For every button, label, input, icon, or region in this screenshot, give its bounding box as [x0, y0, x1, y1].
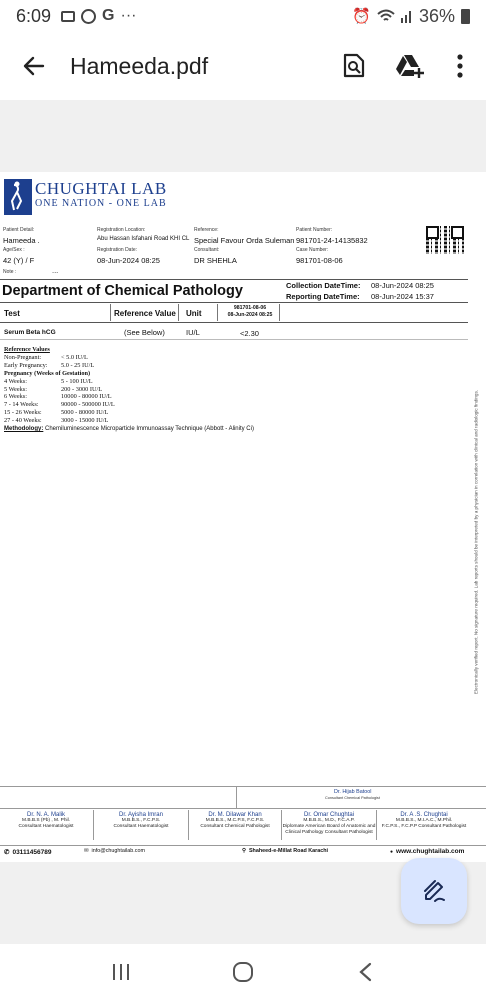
- status-time: 6:09: [16, 5, 52, 26]
- ref-row: 27 - 40 Weeks: 3000 - 15000 IU/L: [4, 417, 109, 425]
- alarm-icon: ⏰: [352, 8, 371, 25]
- pdf-page: [0, 172, 486, 862]
- search-in-document-button[interactable]: [332, 44, 376, 88]
- battery-icon: [461, 9, 470, 24]
- lab-name: CHUGHTAI LAB: [35, 179, 167, 198]
- more-notifications-icon: ···: [120, 7, 137, 24]
- patient-number-label: Patient Number:: [296, 227, 333, 233]
- pregnancy-title: Pregnancy (Weeks of Gestation): [4, 369, 91, 377]
- whatsapp-icon: [81, 9, 96, 24]
- result-reference: (See Below): [124, 328, 165, 337]
- chughtai-logo: [4, 179, 167, 215]
- annotate-fab-button[interactable]: [401, 858, 467, 924]
- app-bar: [0, 32, 486, 100]
- consultant-label: Consultant:: [194, 247, 220, 253]
- qr-code: [426, 226, 464, 254]
- ref-row: 4 Weeks: 5 - 100 IU/L: [4, 377, 93, 385]
- ref-row: 7 - 14 Weeks: 90000 - 500000 IU/L: [4, 401, 115, 409]
- reporting-datetime-label: Reporting DateTime:: [286, 292, 360, 301]
- signatory-title: Consultant Chemical Pathologist: [325, 796, 380, 800]
- col-case-id: 981701-08-06: [233, 305, 267, 311]
- methodology: Methodology: Chemiluminescence Microparticle Immunoassay Technique (Abbott - Alinity Ci): [4, 426, 254, 433]
- registration-date: 08-Jun-2024 08:25: [97, 256, 160, 265]
- battery-percent: 36%: [418, 5, 455, 26]
- col-unit: Unit: [186, 309, 202, 318]
- reference-value: Special Favour Orda Suleman: [194, 236, 295, 245]
- consultant-value: DR SHEHLA: [194, 256, 237, 265]
- lab-tagline: ONE NATION - ONE LAB: [35, 198, 167, 209]
- home-button[interactable]: [223, 952, 263, 992]
- col-reference-value: Reference Value: [114, 309, 176, 318]
- registration-location-label: Registration Location:: [97, 227, 146, 233]
- reference-label: Reference:: [194, 227, 219, 233]
- system-back-button[interactable]: [345, 952, 385, 992]
- contact-phone: ✆ 03111456789: [4, 848, 52, 856]
- case-number-label: Case Number:: [296, 247, 329, 253]
- ref-row: 15 - 26 Weeks: 5000 - 80000 IU/L: [4, 409, 109, 417]
- phone-icon: ✆: [4, 849, 10, 856]
- home-icon: [232, 961, 254, 983]
- screen-icon: [61, 11, 75, 22]
- verification-note: Electronically verified report. No signature required. Lab reports should be interpreted by a physician in correlation with clinical and radiologic findings.: [473, 389, 479, 695]
- doctor-card: Dr. N. A. Malik M.B.B.S (Pb) , M. Phil. Consultant Haematologist: [18, 812, 74, 829]
- reporting-datetime: 08-Jun-2024 15:37: [371, 292, 434, 301]
- registration-location: Abu Hassan Isfahani Road KHI CL: [97, 236, 190, 242]
- ref-row: Non-Pregnant: < 5.0 IU/L: [4, 353, 88, 361]
- doctor-card: Dr. A .S. Chughtai M.B.B.S., M.I.A.C., M.Phil. F.C.P.S., F.C.P.P Consultant Pathologist: [381, 812, 467, 829]
- signatory-name: Dr. Hijab Batool: [334, 789, 372, 795]
- more-options-button[interactable]: [438, 44, 482, 88]
- document-title: Hameeda.pdf: [70, 52, 209, 79]
- globe-icon: ●: [390, 848, 394, 855]
- back-button[interactable]: [8, 40, 60, 92]
- result-unit: IU/L: [186, 328, 200, 337]
- mail-icon: ✉: [84, 848, 89, 854]
- collection-datetime: 08-Jun-2024 08:25: [371, 281, 434, 290]
- chevron-left-icon: [358, 962, 372, 982]
- department-title: Department of Chemical Pathology: [2, 283, 243, 299]
- save-to-drive-button[interactable]: [388, 44, 432, 88]
- wifi-icon: [377, 9, 395, 23]
- patient-number: 981701-24-14135832: [296, 236, 368, 245]
- ref-row: 6 Weeks: 10000 - 80000 IU/L: [4, 393, 112, 401]
- col-case-date: 08-Jun-2024 08:25: [227, 312, 273, 318]
- age-sex: 42 (Y) / F: [3, 256, 35, 265]
- recent-apps-button[interactable]: [101, 952, 141, 992]
- note-label: Note :: [3, 269, 17, 275]
- arrow-back-icon: [23, 55, 45, 77]
- patient-name: Hameeda .: [3, 236, 40, 245]
- case-number: 981701-08-06: [296, 256, 343, 265]
- age-sex-label: Age/Sex :: [3, 247, 25, 253]
- result-value: <2.30: [240, 329, 259, 338]
- doctor-card: Dr. M. Dilawar Khan M.B.B.S., M.C.P.S, F.C.P.S. Consultant Chemical Pathologist: [200, 812, 270, 829]
- signal-icon: [401, 9, 413, 23]
- patient-detail-label: Patient Detail:: [3, 227, 35, 233]
- contact-email: ✉ info@chughtailab.com: [84, 848, 145, 854]
- google-icon: G: [102, 7, 115, 24]
- ref-row: Early Pregnancy: 5.0 - 25 IU/L: [4, 361, 95, 369]
- lab-logo-icon: [4, 179, 32, 215]
- col-test: Test: [4, 309, 20, 318]
- note-value: ...: [52, 266, 59, 275]
- find-in-page-icon: [342, 53, 366, 79]
- status-bar: [0, 0, 486, 32]
- system-nav-bar: [0, 944, 486, 1000]
- doctor-card: Dr. Omar Chughtai M.B.B.S., M.D., F.C.A.P. Diplomate American Board of Anatomic and Clinical Pathology Consultant Pathologist: [282, 812, 376, 835]
- more-vert-icon: [457, 54, 463, 78]
- ref-row: 5 Weeks: 200 - 3000 IU/L: [4, 385, 103, 393]
- collection-datetime-label: Collection DateTime:: [286, 281, 361, 290]
- pen-edit-icon: [421, 878, 447, 904]
- drive-add-icon: [395, 53, 425, 79]
- registration-date-label: Registration Date:: [97, 247, 138, 253]
- location-pin-icon: ⚲: [242, 848, 246, 854]
- doctor-card: Dr. Ayisha Imran M.B.B.S., F.C.P.S. Consultant Haematologist: [113, 812, 169, 829]
- reference-values-title: Reference Values: [4, 346, 50, 353]
- contact-website: ● www.chughtailab.com: [390, 848, 465, 855]
- reference-values-block: [4, 346, 254, 434]
- recents-icon: [112, 963, 130, 981]
- contact-address: ⚲ Shaheed-e-Millat Road Karachi: [242, 848, 329, 854]
- result-test: Serum Beta hCG: [4, 329, 56, 336]
